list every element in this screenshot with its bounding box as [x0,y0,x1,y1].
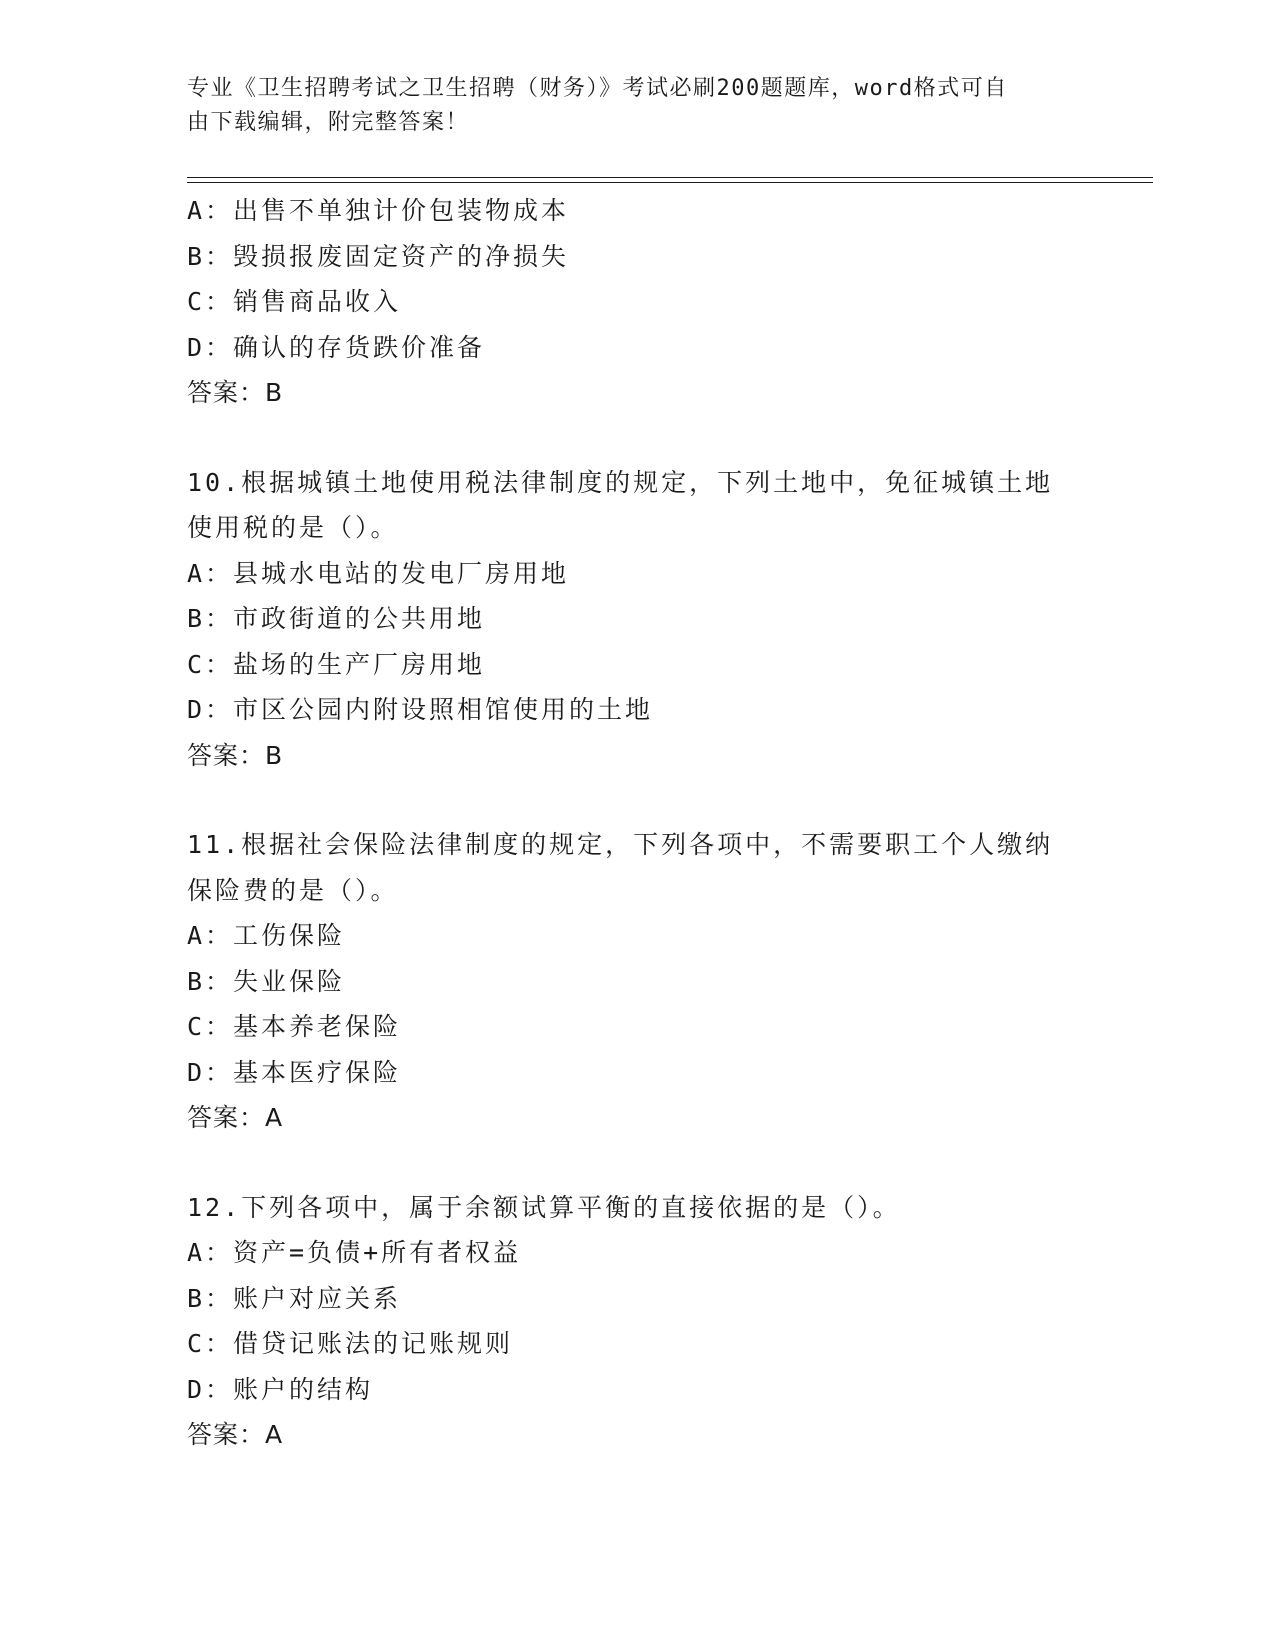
option-d: D：基本医疗保险 [187,1057,402,1087]
option-d: D：市区公园内附设照相馆使用的土地 [187,695,654,724]
option-b: B：账户对应关系 [187,1283,402,1313]
question-list [187,188,1087,1458]
option-c: C：盐场的生产厂房用地 [187,649,486,679]
option-d: D：确认的存货跌价准备 [187,332,486,362]
header-line-1: 专业《卫生招聘考试之卫生招聘（财务）》考试必刷200题题库，word格式可自 [187,76,1008,101]
option-c: C：基本养老保险 [187,1012,402,1041]
spacer [187,1141,1087,1185]
option-a: A：出售不单独计价包装物成本 [187,196,570,225]
spacer [187,778,1087,822]
answer-line: 答案：B [187,740,284,770]
option-b: B：市政街道的公共用地 [187,604,486,633]
option-a: A：资产=负债+所有者权益 [187,1238,522,1267]
answer-line: 答案：A [187,1103,284,1132]
question-stem-line-2: 保险费的是（）。 [187,875,399,905]
option-c: C：销售商品收入 [187,287,402,316]
question-11 [187,822,1087,1141]
answer-line: 答案：B [187,378,284,407]
option-d: D：账户的结构 [187,1374,374,1404]
question-9 [187,188,1087,416]
question-10 [187,460,1087,779]
option-b: B：毁损报废固定资产的净损失 [187,241,570,271]
question-stem-line-1: 12.下列各项中，属于余额试算平衡的直接依据的是（）。 [187,1192,901,1222]
question-stem-line-2: 使用税的是（）。 [187,513,399,542]
document-header [187,72,1067,140]
question-stem-line-1: 11.根据社会保险法律制度的规定，下列各项中，不需要职工个人缴纳 [187,830,1054,859]
option-b: B：失业保险 [187,966,346,996]
header-divider-top [187,177,1153,178]
option-c: C：借贷记账法的记账规则 [187,1329,514,1358]
header-line-2: 由下载编辑，附完整答案！ [187,110,470,135]
option-a: A：县城水电站的发电厂房用地 [187,558,570,588]
header-divider-bottom [187,182,1153,183]
answer-line: 答案：A [187,1420,284,1449]
question-12 [187,1185,1087,1458]
question-stem-line-1: 10.根据城镇土地使用税法律制度的规定，下列土地中，免征城镇土地 [187,467,1054,497]
option-a: A：工伤保险 [187,921,346,950]
spacer [187,416,1087,460]
